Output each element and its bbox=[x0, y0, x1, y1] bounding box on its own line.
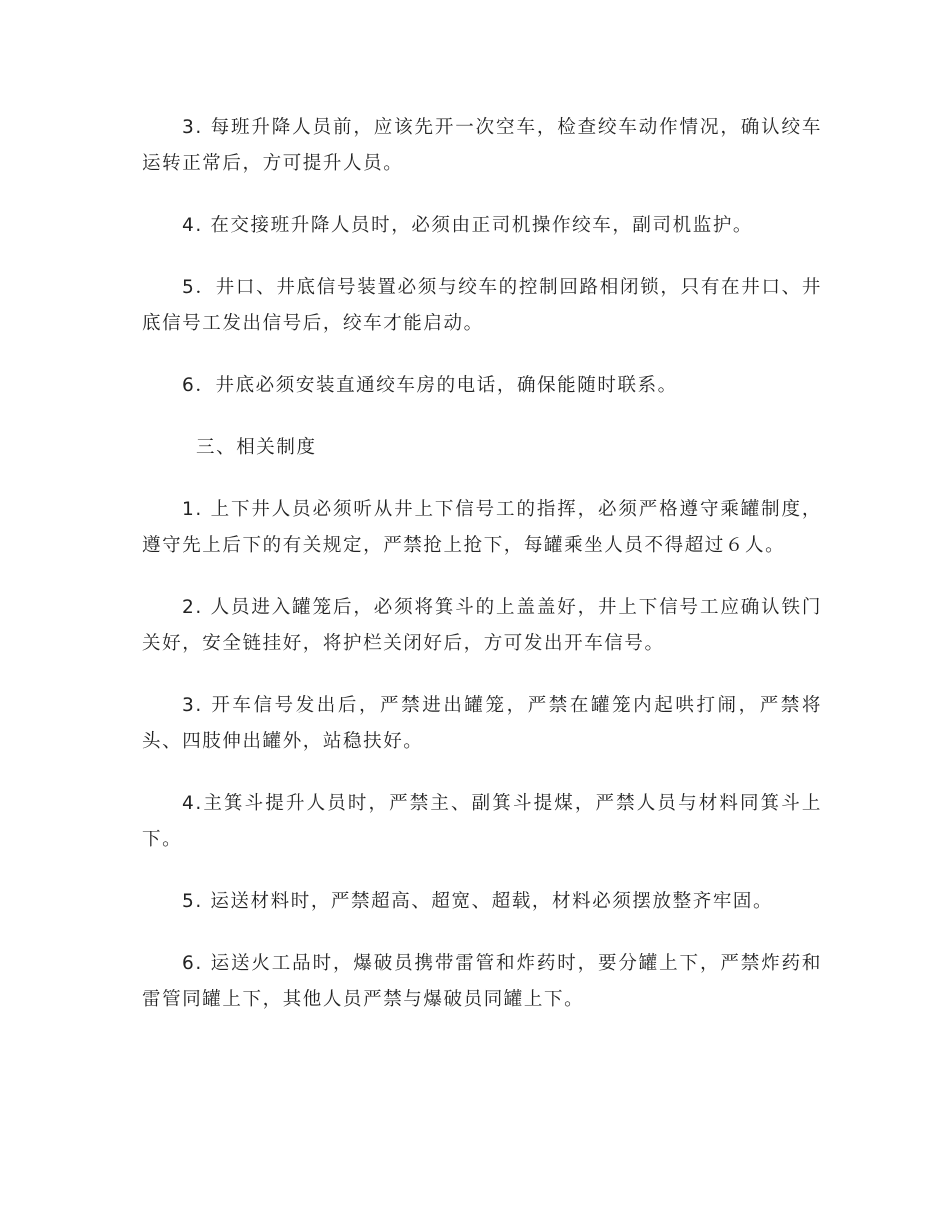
paragraph-item-6: 6．井底必须安装直通绞车房的电话，确保能随时联系。 bbox=[182, 375, 678, 396]
regulation-item-5: 5. 运送材料时，严禁超高、超宽、超载，材料必须摆放整齐牢固。 bbox=[182, 891, 774, 912]
regulation-item-1: 1. 上下井人员必须听从井上下信号工的指挥，必须严格遵守乘罐制度，遵守先上后下的有关规定，严禁抢上抢下，每罐乘坐人员不得超过６人。 bbox=[142, 499, 822, 556]
paragraph-item-5: 5．井口、井底信号装置必须与绞车的控制回路相闭锁，只有在井口、井底信号工发出信号后，绞车才能启动。 bbox=[142, 277, 822, 334]
regulation-item-4: 4.主箕斗提升人员时，严禁主、副箕斗提煤，严禁人员与材料同箕斗上下。 bbox=[142, 793, 822, 850]
regulation-item-3: 3. 开车信号发出后，严禁进出罐笼，严禁在罐笼内起哄打闹，严禁将头、四肢伸出罐外，站稳扶好。 bbox=[142, 695, 822, 752]
regulation-item-2: 2. 人员进入罐笼后，必须将箕斗的上盖盖好，井上下信号工应确认铁门关好，安全链挂好，将护栏关闭好后，方可发出开车信号。 bbox=[142, 597, 822, 654]
section-heading: 三、相关制度 bbox=[196, 437, 317, 458]
document-body bbox=[142, 110, 822, 1044]
regulation-item-6: 6. 运送火工品时，爆破员携带雷管和炸药时，要分罐上下，严禁炸药和雷管同罐上下，其他人员严禁与爆破员同罐上下。 bbox=[142, 953, 822, 1010]
paragraph-item-3: 3. 每班升降人员前，应该先开一次空车，检查绞车动作情况，确认绞车运转正常后，方可提升人员。 bbox=[142, 117, 822, 174]
paragraph-item-4: 4. 在交接班升降人员时，必须由正司机操作绞车，副司机监护。 bbox=[182, 215, 754, 236]
